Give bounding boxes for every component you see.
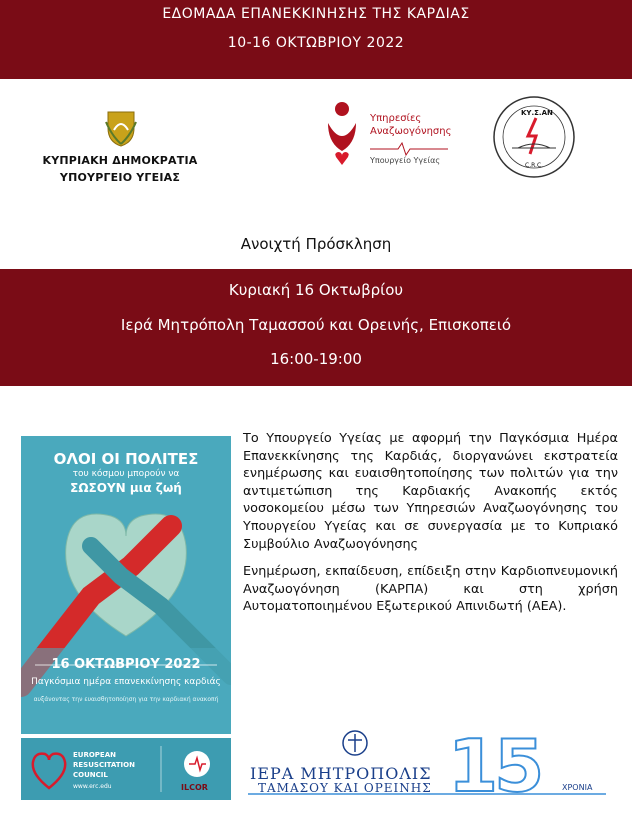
poster-date: 16 ΟΚΤΩΒΡΙΟΥ 2022 xyxy=(51,657,201,672)
metropolis-region: ΤΑΜΑΣΟΥ ΚΑΙ ΟΡΕΙΝΗΣ xyxy=(258,781,432,795)
cyprus-crest-icon xyxy=(104,108,138,148)
cyprus-republic-label: ΚΥΠΡΙΑΚΗ ΔΗΜΟΚΡΑΤΙΑ xyxy=(42,154,198,167)
poster-tagline: αυξάνοντας την ευαισθητοποίηση για την καρδιακή ανακοπή xyxy=(33,696,219,703)
resuscitation-services-logo xyxy=(320,99,460,171)
event-date: Κυριακή 16 Οκτωβρίου xyxy=(228,281,404,299)
erc-label-2: RESUSCITATION xyxy=(73,761,135,769)
poster-save-life: ΣΩΣΟΥΝ μια ζωή xyxy=(70,481,182,495)
poster-subtitle: Παγκόσμια ημέρα επανεκκίνησης καρδιάς xyxy=(31,677,221,687)
campaign-poster xyxy=(21,436,231,734)
kysan-crc-label: C.R.C. xyxy=(525,162,544,169)
anniversary-label: ΧΡΟΝΙΑ xyxy=(562,783,593,792)
campaign-dates: 10-16 ΟΚΤΩΒΡΙΟΥ 2022 xyxy=(227,35,405,51)
erc-label-3: COUNCIL xyxy=(73,771,108,779)
ilcor-label: ILCOR xyxy=(181,783,208,792)
event-location: Ιερά Μητρόπολη Ταμασσού και Ορεινής, Επισκοπειό xyxy=(120,316,512,334)
open-invitation-heading: Ανοιχτή Πρόσκληση xyxy=(240,235,392,253)
erc-label-1: EUROPEAN xyxy=(73,751,116,759)
metropolis-name: ΙΕΡΑ ΜΗΤΡΟΠΟΛΙΣ xyxy=(250,764,432,783)
services-ministry-label: Υπουργείο Υγείας xyxy=(370,156,441,165)
kysan-abbreviation: ΚΥ.Σ.ΑΝ xyxy=(521,109,553,117)
erc-ilcor-logos xyxy=(21,738,231,800)
body-paragraph-1: Το Υπουργείο Υγείας με αφορμή την Παγκόσμια Ημέρα Επανεκκίνησης της Καρδιάς, διοργανώνει εκστρατεία ενημέρωσης και ευαισθητοποίησης των πολιτών για την αντιμετώπιση της Καρδιακής Ανακοπής εκτός νοσοκομείου μέσω των Υπηρεσιών Αναζωογόνησης του Υπουργείου Υγείας και σε συνεργασία με το Κυπριακό Συμβούλιο Αναζωογόνησης xyxy=(243,431,618,552)
ministry-health-label: ΥΠΟΥΡΓΕΙΟ ΥΓΕΙΑΣ xyxy=(59,171,181,184)
services-label-2: Αναζωογόνησης xyxy=(370,126,452,137)
anniversary-number: 15 xyxy=(448,724,541,808)
campaign-title: ΕΔΟΜΑΔΑ ΕΠΑΝΕΚΚΙΝΗΣΗΣ ΤΗΣ ΚΑΡΔΙΑΣ xyxy=(162,6,470,22)
body-paragraph-2: Ενημέρωση, εκπαίδευση, επίδειξη στην Καρδιοπνευμονική Αναζωογόνηση (ΚΑΡΠΑ) και στη χρήση Αυτοματοποιημένου Εξωτερικού Απινιδωτή (ΑΕΑ). xyxy=(243,564,618,615)
cyprus-ministry-logo xyxy=(40,108,200,188)
event-details-banner xyxy=(0,269,632,386)
metropolis-logo xyxy=(240,726,620,806)
poster-headline: ΟΛΟΙ ΟΙ ΠΟΛΙΤΕΣ xyxy=(53,450,199,468)
invitation-body xyxy=(243,430,618,616)
kysan-logo xyxy=(484,92,584,192)
erc-url: www.erc.edu xyxy=(73,783,112,790)
services-label-1: Υπηρεσίες xyxy=(370,113,422,124)
top-banner xyxy=(0,0,632,79)
event-time: 16:00-19:00 xyxy=(270,350,362,368)
poster-subline: του κόσμου μπορούν να xyxy=(72,469,180,479)
kysan-seal-icon xyxy=(484,92,584,192)
